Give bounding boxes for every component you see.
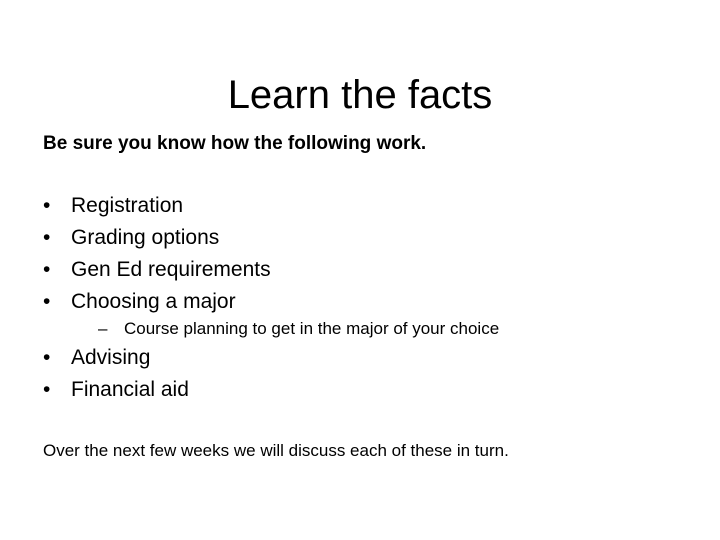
list-item: [43, 190, 271, 222]
list-item: [43, 222, 271, 254]
list-item: [43, 342, 189, 374]
list-item-label: Registration: [71, 194, 184, 217]
bullet-icon: •: [43, 258, 51, 281]
sub-list-item-label: Course planning to get in the major of your choice: [124, 319, 500, 338]
primary-bullet-list: [43, 190, 271, 318]
list-item-label: Gen Ed requirements: [71, 258, 271, 281]
list-item: [43, 374, 189, 406]
bullet-icon: •: [43, 194, 51, 217]
sub-list-item: [98, 314, 499, 344]
slide-title: Learn the facts: [227, 72, 493, 117]
intro-text: Be sure you know how the following work.: [43, 133, 427, 154]
bullet-icon: •: [43, 346, 51, 369]
list-item-label: Advising: [71, 346, 151, 369]
list-item-label: Grading options: [71, 226, 220, 249]
dash-icon: –: [98, 319, 108, 338]
bullet-icon: •: [43, 290, 51, 313]
closing-text: Over the next few weeks we will discuss each of these in turn.: [43, 441, 509, 460]
secondary-bullet-list: [43, 342, 189, 406]
list-item-label: Choosing a major: [71, 290, 236, 313]
list-item-label: Financial aid: [71, 378, 189, 401]
list-item: [43, 254, 271, 286]
bullet-icon: •: [43, 378, 51, 401]
sub-bullet-list: [98, 314, 499, 344]
bullet-icon: •: [43, 226, 51, 249]
